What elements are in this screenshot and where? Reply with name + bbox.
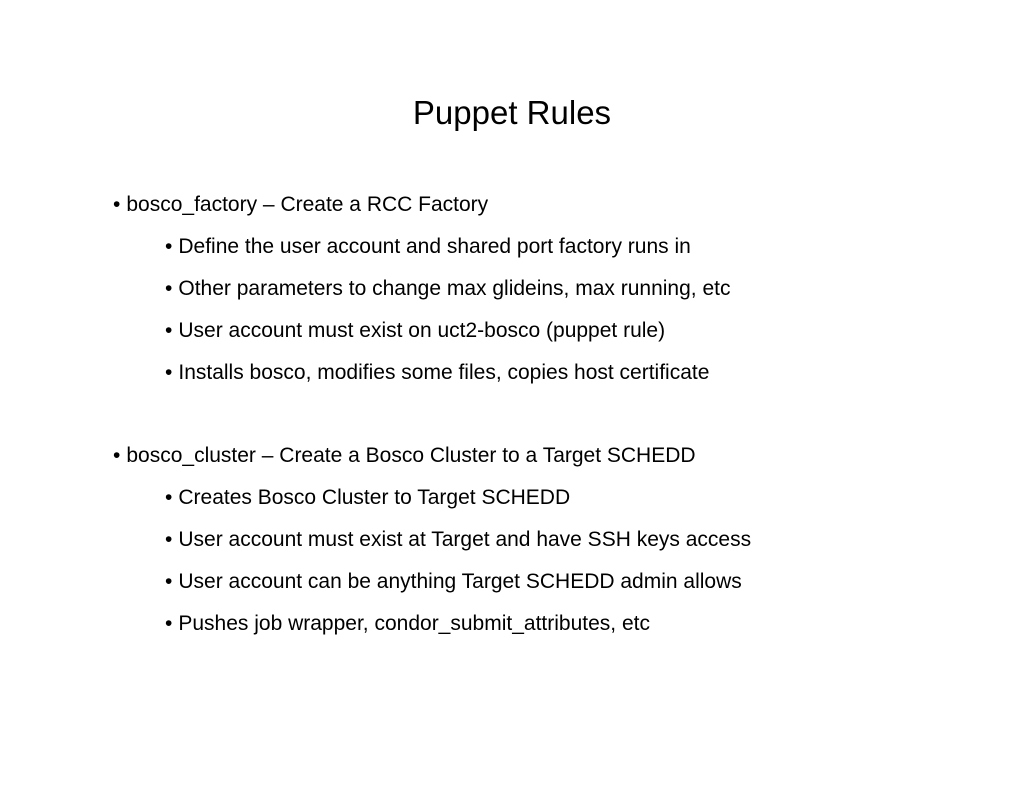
slide-title: Puppet Rules <box>412 94 612 131</box>
section-heading-bosco-cluster <box>113 443 696 469</box>
list-item-text: User account must exist at Target and have SSH keys access <box>178 528 752 551</box>
bullet-icon: • <box>165 277 173 300</box>
bullet-icon: • <box>113 193 121 216</box>
list-item-text: Creates Bosco Cluster to Target SCHEDD <box>178 486 571 509</box>
list-item <box>165 318 665 344</box>
list-item <box>165 611 650 637</box>
list-item <box>165 234 691 260</box>
list-item-text: Other parameters to change max glideins, max running, etc <box>178 277 731 300</box>
list-item-text: Installs bosco, modifies some files, copies host certificate <box>178 361 710 384</box>
section-heading-bosco-factory <box>113 192 488 218</box>
list-item <box>165 485 570 511</box>
bullet-icon: • <box>165 235 173 258</box>
list-item <box>165 276 730 302</box>
section-heading-text: bosco_factory – Create a RCC Factory <box>126 193 489 216</box>
list-item <box>165 527 751 553</box>
list-item-text: User account must exist on uct2-bosco (puppet rule) <box>178 319 666 342</box>
bullet-icon: • <box>165 528 173 551</box>
section-heading-text: bosco_cluster – Create a Bosco Cluster to a Target SCHEDD <box>126 444 696 467</box>
bullet-icon: • <box>165 319 173 342</box>
list-item-text: Define the user account and shared port factory runs in <box>178 235 691 258</box>
bullet-icon: • <box>165 612 173 635</box>
list-item <box>165 360 709 386</box>
bullet-icon: • <box>165 361 173 384</box>
list-item-text: User account can be anything Target SCHEDD admin allows <box>178 570 742 593</box>
list-item-text: Pushes job wrapper, condor_submit_attributes, etc <box>178 612 650 635</box>
bullet-icon: • <box>113 444 121 467</box>
bullet-icon: • <box>165 570 173 593</box>
bullet-icon: • <box>165 486 173 509</box>
list-item <box>165 569 742 595</box>
